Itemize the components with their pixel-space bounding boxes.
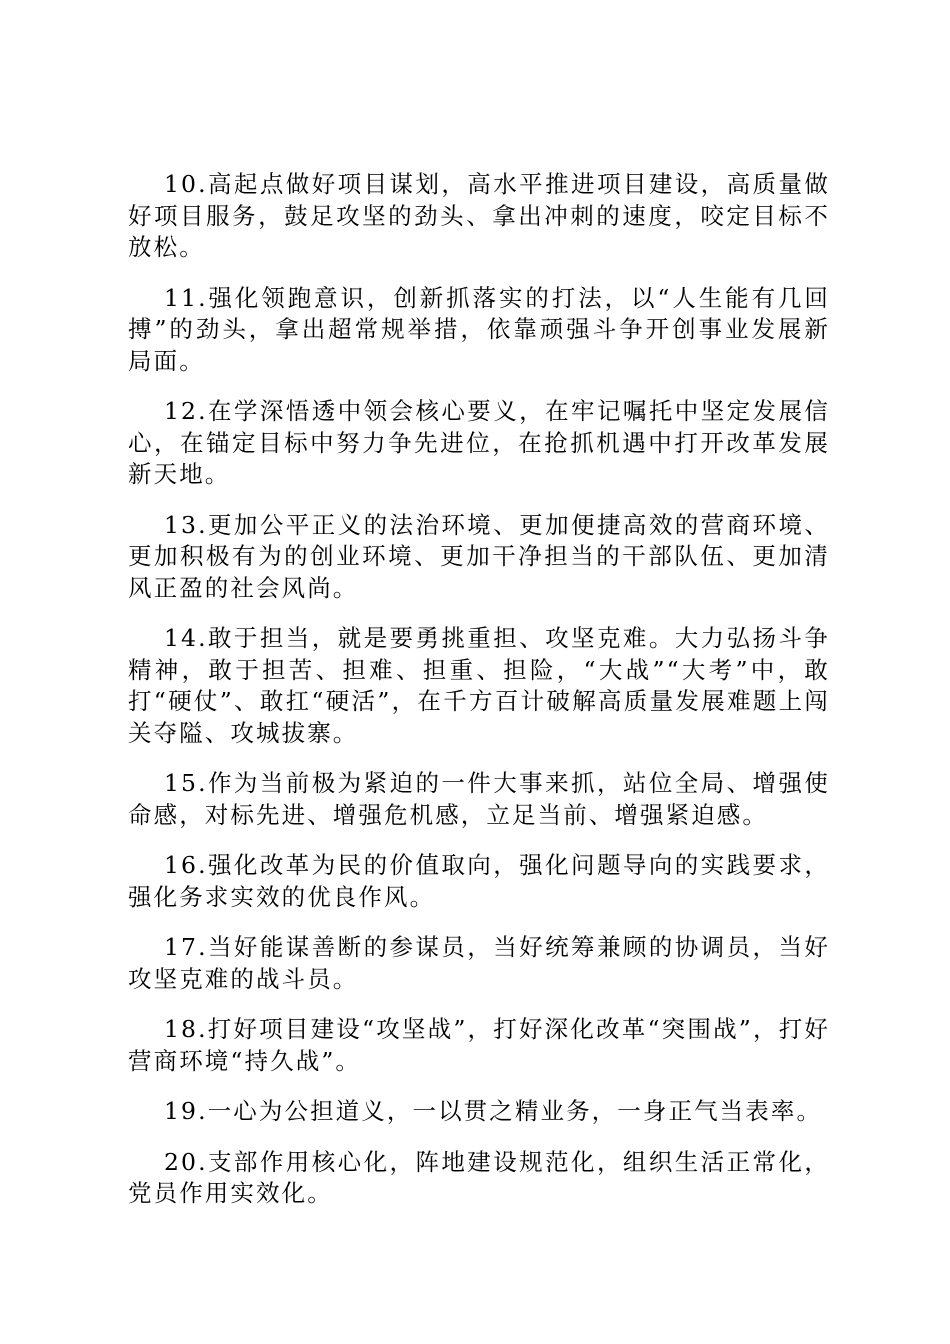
paragraph-11: 11.强化领跑意识，创新抓落实的打法，以“人生能有几回搏”的劲头，拿出超常规举措，依靠顽强斗争开创事业发展新局面。 bbox=[128, 283, 830, 375]
paragraph-13: 13.更加公平正义的法治环境、更加便捷高效的营商环境、更加积极有为的创业环境、更加干净担当的干部队伍、更加清风正盈的社会风尚。 bbox=[128, 510, 830, 602]
paragraph-20: 20.支部作用核心化，阵地建设规范化，组织生活正常化，党员作用实效化。 bbox=[128, 1147, 830, 1207]
paragraph-19: 19.一心为公担道义，一以贯之精业务，一身正气当表率。 bbox=[164, 1097, 823, 1125]
paragraph-12: 12.在学深悟透中领会核心要义，在牢记嘱托中坚定发展信心，在锚定目标中努力争先进位，在抢抓机遇中打开改革发展新天地。 bbox=[128, 397, 830, 488]
paragraph-15: 15.作为当前极为紧迫的一件大事来抓，站位全局、增强使命感，对标先进、增强危机感，立足当前、增强紧迫感。 bbox=[128, 769, 830, 829]
paragraph-14: 14.敢于担当，就是要勇挑重担、攻坚克难。大力弘扬斗争精神，敢于担苦、担难、担重、担险，“大战”“大考”中，敢打“硬仗”、敢扛“硬活”，在千方百计破解高质量发展难题上闯关夺隘、攻城拔寨。 bbox=[128, 624, 830, 747]
paragraph-17: 17.当好能谋善断的参谋员，当好统筹兼顾的协调员，当好攻坚克难的战斗员。 bbox=[128, 933, 830, 993]
document-page bbox=[128, 169, 830, 1229]
paragraph-18: 18.打好项目建设“攻坚战”，打好深化改革“突围战”，打好营商环境“持久战”。 bbox=[128, 1015, 830, 1075]
paragraph-16: 16.强化改革为民的价值取向，强化问题导向的实践要求，强化务求实效的优良作风。 bbox=[128, 851, 830, 911]
paragraph-10: 10.高起点做好项目谋划，高水平推进项目建设，高质量做好项目服务，鼓足攻坚的劲头、拿出冲刺的速度，咬定目标不放松。 bbox=[128, 170, 830, 261]
